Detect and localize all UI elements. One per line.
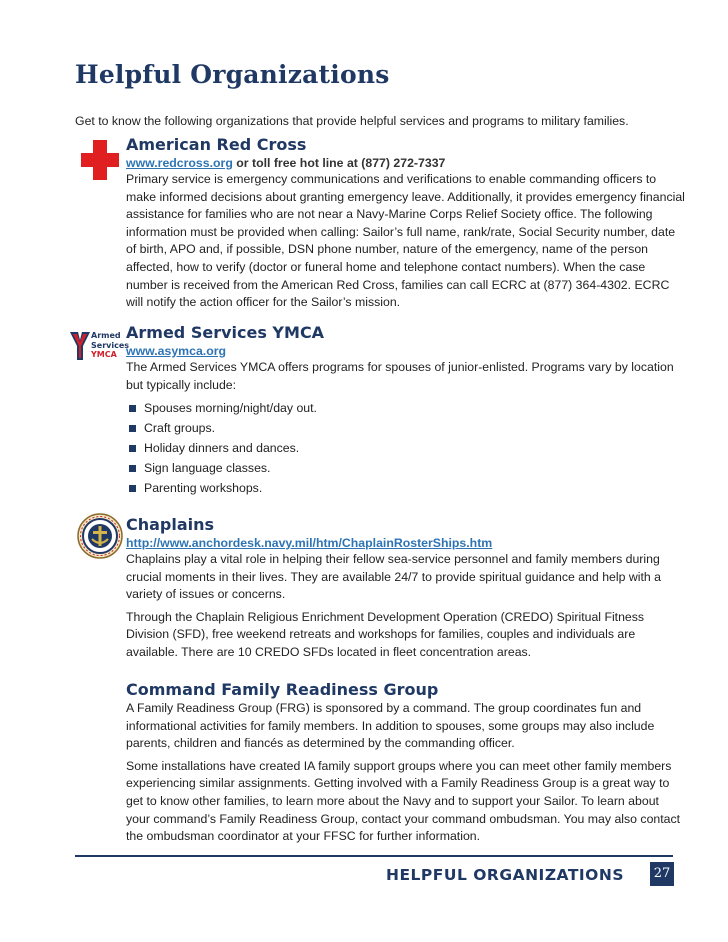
section-red-cross: [126, 135, 686, 312]
section-paragraph: Chaplains play a vital role in helping their fellow sea-service personnel and family members during crucial moments in their lives. They are available 24/7 to provide spiritual guidance and help with a variety of issues or concerns.: [126, 552, 661, 602]
program-list: [126, 398, 686, 498]
section-link-line: [126, 535, 686, 551]
square-bullet-icon: [129, 485, 136, 492]
ymca-logo-line: YMCA: [91, 350, 117, 359]
square-bullet-icon: [129, 465, 136, 472]
ymca-logo: [66, 330, 130, 362]
list-item: Craft groups.: [126, 418, 686, 438]
ymca-logo-line: Armed: [91, 331, 121, 340]
footer-section-label: HELPFUL ORGANIZATIONS: [386, 866, 624, 884]
section-paragraph: A Family Readiness Group (FRG) is sponsored by a command. The group coordinates fun and informational activities for family members. In addition to spouses, some groups may also include parents, children and fiancés as determined by the commanding officer.: [126, 701, 655, 751]
section-title: Chaplains: [126, 515, 215, 534]
ymca-url-link[interactable]: www.asymca.org: [126, 344, 227, 358]
list-item: Holiday dinners and dances.: [126, 438, 686, 458]
section-ymca: [126, 323, 686, 498]
section-title: Armed Services YMCA: [126, 323, 325, 342]
square-bullet-icon: [129, 405, 136, 412]
chaplain-seal-icon: [77, 513, 123, 559]
intro-text: Get to know the following organizations that provide helpful services and programs to military families.: [75, 114, 629, 128]
section-frg: [126, 680, 686, 846]
page-number: 27: [650, 862, 674, 886]
section-title: American Red Cross: [126, 135, 307, 154]
ymca-logo-line: Services: [91, 340, 130, 350]
footer-divider: [75, 855, 673, 857]
section-paragraph: Through the Chaplain Religious Enrichment Development Operation (CREDO) Spiritual Fitness Division (SFD), free weekend retreats and workshops for families, couples and individuals are available. There are 10 CREDO SFDs located in fleet concentration areas.: [126, 609, 645, 659]
page-title: Helpful Organizations: [75, 60, 390, 89]
chaplain-roster-link[interactable]: http://www.anchordesk.navy.mil/htm/ChaplainRosterShips.htm: [126, 536, 493, 550]
section-chaplains: [126, 515, 686, 662]
list-item: Sign language classes.: [126, 458, 686, 478]
list-item: Spouses morning/night/day out.: [126, 398, 686, 418]
section-paragraph: The Armed Services YMCA offers programs for spouses of junior-enlisted. Programs vary by location but typically include:: [126, 360, 674, 392]
section-link-line: [126, 343, 686, 359]
section-paragraph: Some installations have created IA family support groups where you can meet other family members experiencing similar assignments. Getting involved with a Family Readiness Group is a great way to get to know other families, to learn more about the Navy and to support your Sailor. To learn about your command’s Family Readiness Group, contact your command ombudsman. You may also contact the ombudsman coordinator at your FFSC for further information.: [126, 758, 681, 844]
hotline-text: or toll free hot line at (877) 272-7337: [232, 156, 446, 170]
section-paragraph: Primary service is emergency communications and verifications to enable commanding officers to make informed decisions about granting emergency leave. Additionally, it provides emergency financial assistance for families who are not near a Navy-Marine Corps Relief Society office. The following information must be provided when calling: Sailor’s full name, rank/rate, Social Security number, date of birth, APO and, if possible, DSN phone number, nature of the emergency, name of the person affected, how to verify (doctor or funeral home and telephone contact numbers). When the case number is received from the American Red Cross, families can call ECRC at (877) 364-4302. ECRC will notify the action officer for the Sailor’s mission.: [126, 172, 685, 310]
section-title: Command Family Readiness Group: [126, 680, 439, 699]
square-bullet-icon: [129, 425, 136, 432]
ymca-y-icon: [70, 332, 90, 360]
redcross-url-link[interactable]: www.redcross.org: [126, 156, 233, 170]
red-cross-logo: [81, 140, 119, 180]
section-link-line: [126, 155, 686, 171]
list-item: Parenting workshops.: [126, 478, 686, 498]
square-bullet-icon: [129, 445, 136, 452]
